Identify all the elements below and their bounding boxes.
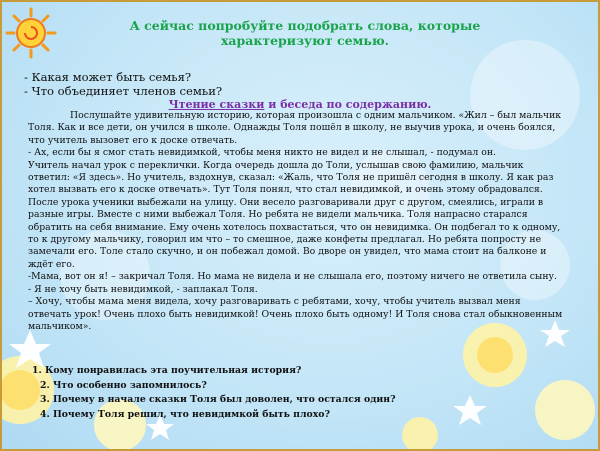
- story-paragraph: Учитель начал урок с переклички. Когда очередь дошла до Толи, услышав свою фамилию, мальчик ответил: «Я здесь». Но учитель, вздохнув, сказал: «Жаль, что Толя не пришёл сегодня в школу. Я как раз хотел вызвать его к доске отвечать». Тут Толя понял, что стал невидимкой, и очень этому обрадовался. После урока ученики выбежали на улицу. Они весело разговаривали друг с другом, смеялись, играли в разные игры. Вместе с ними выбежал Толя. Но ребята не видели мальчика. Толя напрасно старался обратить на себя внимание. Ему очень хотелось похвастаться, что он невидимка. Он подбегал то к одному, то к другому мальчику, говорил им что – то смешное, даже конфеты предлагал. Но ребята попросту не замечали его. Толе стало скучно, и он побежал домой. Во дворе он увидел, что мама стоит на балконе и ждёт его.: [28, 159, 561, 270]
- question-item: 4. Почему Толя решил, что невидимкой быть плохо?: [40, 408, 330, 420]
- title-line-1: А сейчас попробуйте подобрать слова, которые: [129, 18, 481, 33]
- question-item: 3. Почему в начале сказки Толя был доволен, что остался один?: [40, 394, 396, 405]
- question-item: 1. Кому понравилась эта поучительная история?: [32, 365, 302, 376]
- question-item: 2. Что особенно запомнилось?: [40, 379, 207, 391]
- title-line-2: характеризуют семью.: [220, 33, 390, 48]
- intro-question: - Что объединяет членов семьи?: [24, 84, 223, 98]
- story-paragraph: – Хочу, чтобы мама меня видела, хочу разговаривать с ребятами, хочу, чтобы учитель вызвал меня отвечать урок! Очень плохо быть невидимкой! Очень плохо быть одному! И Толя снова стал обыкновенным мальчиком».: [28, 296, 563, 332]
- story-paragraph: -Мама, вот он я! – закричал Толя. Но мама не видела и не слышала его, поэтому ничего не ответила сыну.: [28, 271, 557, 283]
- subheading-link[interactable]: Чтение сказки: [168, 98, 265, 111]
- story-paragraph: - Ах, если бы я смог стать невидимкой, чтобы меня никто не видел и не слышал, - подумал он.: [28, 147, 496, 159]
- story-paragraph: - Я не хочу быть невидимкой, - заплакал Толя.: [28, 283, 258, 295]
- story-paragraph: Послушайте удивительную историю, которая произошла с одним мальчиком. «Жил – был мальчик Толя. Как и все дети, он учился в школе. Однажды Толя пошёл в школу, не выучив урока, и очень боялся, что учитель вызовет его к доске отвечать.: [28, 110, 562, 146]
- intro-question: - Какая может быть семья?: [24, 70, 192, 84]
- subheading-text: и беседа по содержанию.: [264, 98, 432, 111]
